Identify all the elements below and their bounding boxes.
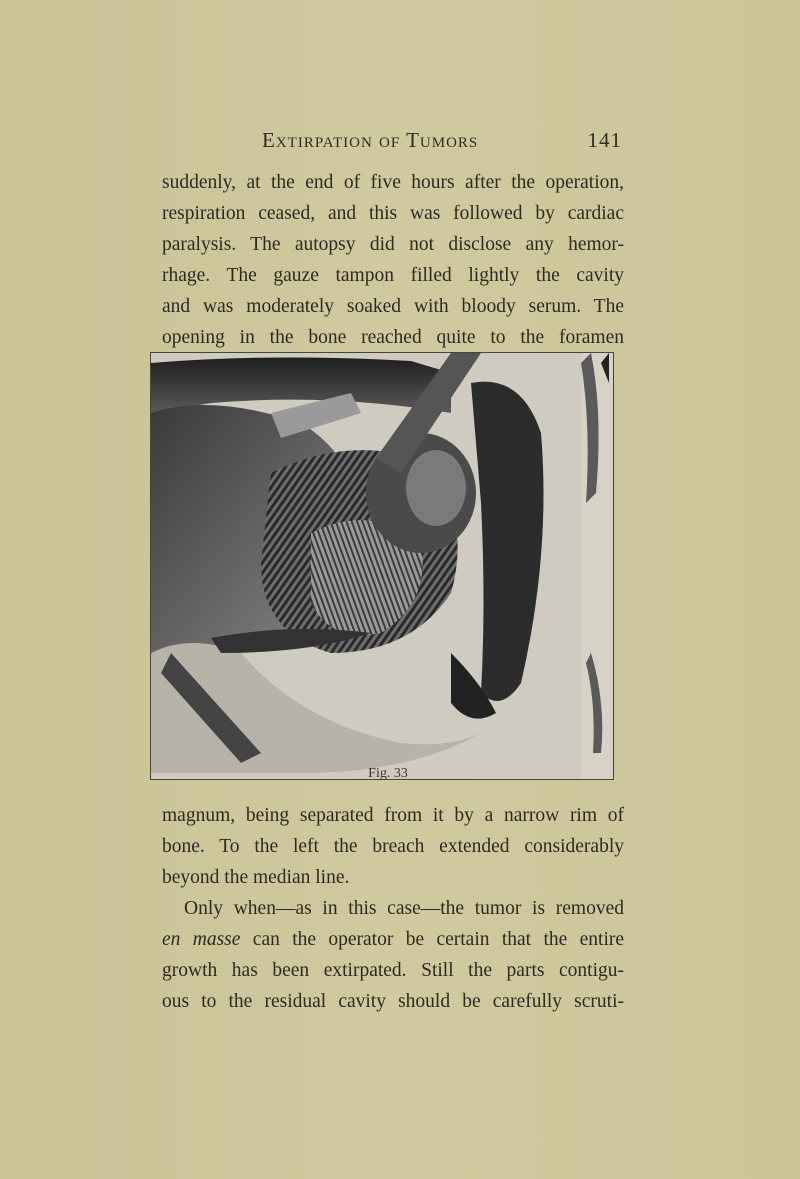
- text-line: opening in the bone reached quite to the foramen: [162, 327, 624, 348]
- italic-phrase: en masse: [162, 929, 241, 950]
- text-line: respiration ceased, and this was followed by cardiac: [162, 203, 624, 224]
- figure-caption: Fig. 33: [368, 766, 408, 781]
- header-title: Extirpation of Tumors: [262, 128, 479, 152]
- text-line-rest: can the operator be certain that the entire: [240, 929, 625, 950]
- paragraph-2: [162, 800, 624, 1017]
- text-line: magnum, being separated from it by a narrow rim of: [162, 805, 624, 826]
- page-number: 141: [587, 128, 622, 152]
- text-line: beyond the median line.: [162, 867, 350, 888]
- text-line: and was moderately soaked with bloody serum. The: [162, 296, 624, 317]
- text-line: suddenly, at the end of five hours after the operation,: [162, 172, 624, 193]
- text-line: bone. To the left the breach extended considerably: [162, 836, 624, 857]
- text-line: Only when—as in this case—the tumor is removed: [184, 898, 624, 919]
- text-line: growth has been extirpated. Still the parts contigu-: [162, 960, 624, 981]
- illustration-drawing: [151, 353, 613, 779]
- text-line: paralysis. The autopsy did not disclose any hemor-: [162, 234, 624, 255]
- text-line: [162, 924, 624, 955]
- anatomical-illustration: [150, 352, 614, 780]
- text-line: ous to the residual cavity should be carefully scruti-: [162, 991, 624, 1012]
- text-line: rhage. The gauze tampon filled lightly the cavity: [162, 265, 624, 286]
- paragraph-1: [162, 167, 624, 353]
